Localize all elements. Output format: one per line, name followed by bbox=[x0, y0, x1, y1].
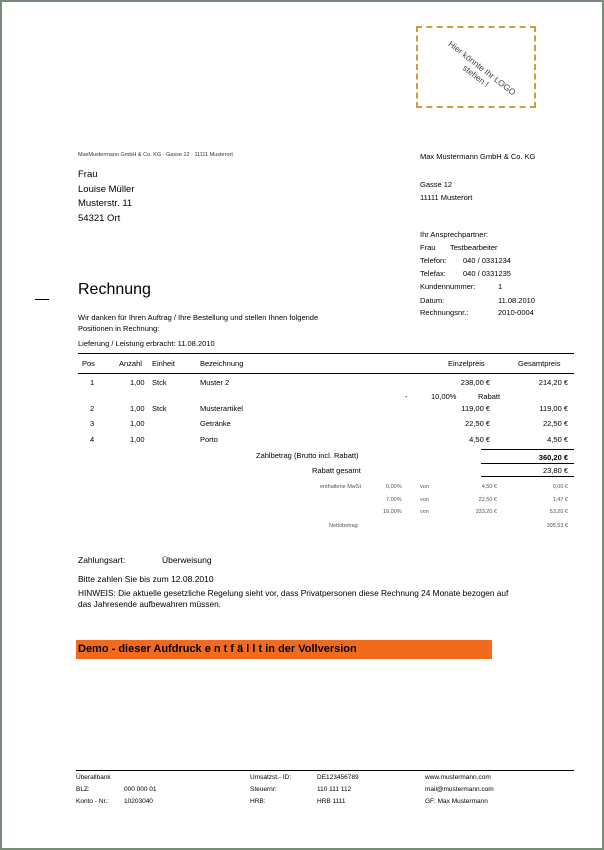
row-total: 4,50 € bbox=[547, 435, 568, 444]
intro-line-2: Positionen in Rechnung: bbox=[78, 324, 160, 333]
hrb-value: HRB 1111 bbox=[317, 798, 346, 805]
managing-director: GF: Max Mustermann bbox=[425, 798, 488, 805]
discount-total-value: 23,80 € bbox=[542, 466, 568, 475]
total-rule-top bbox=[481, 449, 574, 450]
row-desc: Porto bbox=[200, 435, 218, 444]
payment-label: Zahlungsart: bbox=[78, 555, 126, 565]
row-pos: 4 bbox=[90, 435, 95, 444]
logo-text: Hier könnte Ihr LOGO stehen ! bbox=[446, 38, 518, 98]
fax-label: Telefax: bbox=[420, 269, 446, 278]
col-total: Gesamtpreis bbox=[518, 359, 561, 368]
row-price: 238,00 € bbox=[460, 378, 490, 387]
intro-line-1: Wir danken für Ihren Auftrag / Ihre Bestellung und stellen Ihnen folgende bbox=[78, 313, 319, 322]
table-top-rule bbox=[78, 353, 574, 354]
col-pos: Pos bbox=[82, 359, 95, 368]
discount-total-label: Rabatt gesamt bbox=[312, 466, 361, 475]
row-total: 214,20 € bbox=[538, 378, 568, 387]
account-label: Konto - Nr.: bbox=[76, 798, 109, 805]
vat-base: 333,20 € bbox=[475, 509, 497, 515]
vat-rate: 19,00% bbox=[383, 509, 402, 515]
contact-person-label: Frau bbox=[420, 243, 436, 252]
vat-base: 4,50 € bbox=[481, 484, 497, 490]
row-desc: Getränke bbox=[200, 419, 231, 428]
col-desc: Bezeichnung bbox=[200, 359, 244, 368]
sender-line: MaxMustermann GmbH & Co. KG · Gasse 12 · 11111 Musterort bbox=[78, 152, 233, 158]
discount-pct: 10,00% bbox=[431, 392, 457, 401]
date-value: 11.08.2010 bbox=[498, 296, 535, 305]
invoice-number: 2010-0004 bbox=[498, 308, 534, 317]
vat-of: von bbox=[420, 509, 429, 515]
recipient-city: 54321 Ort bbox=[78, 212, 121, 224]
bank-name: Überallbank bbox=[76, 774, 111, 781]
total-rule-mid bbox=[481, 463, 574, 464]
row-qty: 1,00 bbox=[130, 435, 145, 444]
demo-banner bbox=[76, 640, 492, 659]
tax-number-label: Steuernr: bbox=[250, 786, 277, 793]
row-qty: 1,00 bbox=[130, 404, 145, 413]
row-desc: Musterartikel bbox=[200, 404, 243, 413]
vat-tax: 53,20 € bbox=[549, 509, 568, 515]
customer-label: Kundennummer: bbox=[420, 282, 476, 291]
gross-total-label: Zahlbetrag (Brutto incl. Rabatt) bbox=[256, 451, 359, 460]
row-pos: 3 bbox=[90, 419, 95, 428]
row-desc: Muster 2 bbox=[200, 378, 230, 387]
vat-label: enthaltene MwSt bbox=[320, 484, 361, 490]
recipient-street: Musterstr. 11 bbox=[78, 198, 133, 209]
company-name: Max Mustermann GmbH & Co. KG bbox=[420, 152, 536, 161]
vat-rate: 7,00% bbox=[386, 497, 402, 503]
email: mail@mustermann.com bbox=[425, 786, 494, 793]
col-price: Einzelpreis bbox=[448, 359, 485, 368]
vat-id-label: Umsatzst.- ID: bbox=[250, 774, 292, 781]
date-label: Datum: bbox=[420, 296, 445, 305]
vat-base: 22,50 € bbox=[478, 497, 497, 503]
row-qty: 1,00 bbox=[130, 419, 145, 428]
hrb-label: HRB: bbox=[250, 798, 266, 805]
website: www.mustermann.com bbox=[425, 774, 491, 781]
row-unit: Stck bbox=[152, 404, 167, 413]
blz-value: 000 000 01 bbox=[124, 786, 157, 793]
discount-label: Rabatt bbox=[478, 392, 501, 401]
vat-id-value: DE123456789 bbox=[317, 774, 359, 781]
col-unit: Einheit bbox=[152, 359, 175, 368]
account-value: 10203040 bbox=[124, 798, 153, 805]
vat-rate: 0,00% bbox=[386, 484, 402, 490]
phone-value: 040 / 0331234 bbox=[463, 256, 511, 265]
col-qty: Anzahl bbox=[119, 359, 142, 368]
company-street: Gasse 12 bbox=[420, 180, 453, 189]
net-value: 305,53 € bbox=[546, 523, 568, 529]
row-qty: 1,00 bbox=[130, 378, 145, 387]
recipient-name: Louise Müller bbox=[78, 183, 135, 195]
row-pos: 2 bbox=[90, 404, 95, 413]
contact-person: Testbearbeiter bbox=[450, 243, 498, 252]
payment-hint-2: das Jahresende aufbewahren müssen. bbox=[78, 599, 221, 609]
vat-tax: 0,00 € bbox=[552, 484, 568, 490]
vat-tax: 1,47 € bbox=[552, 497, 568, 503]
row-total: 119,00 € bbox=[539, 404, 568, 413]
recipient-address bbox=[78, 168, 135, 226]
customer-value: 1 bbox=[498, 282, 503, 291]
row-price: 4,50 € bbox=[469, 435, 490, 444]
vat-of: von bbox=[420, 484, 429, 490]
payment-due: Bitte zahlen Sie bis zum 12.08.2010 bbox=[78, 574, 214, 584]
phone-label: Telefon: bbox=[420, 256, 447, 265]
row-pos: 1 bbox=[90, 378, 95, 387]
demo-banner-text: Demo - dieser Aufdruck e n t f ä l l t in der Vollversion bbox=[78, 643, 357, 655]
fax-value: 040 / 0331235 bbox=[463, 269, 511, 278]
row-price: 22,50 € bbox=[464, 419, 490, 428]
delivery-line: Lieferung / Leistung erbracht: 11.08.2010 bbox=[78, 339, 215, 348]
footer-rule bbox=[76, 770, 574, 771]
row-total: 22,50 € bbox=[542, 419, 568, 428]
blz-label: BLZ: bbox=[76, 786, 90, 793]
discount-dash: - bbox=[405, 392, 408, 401]
tax-number-value: 110 111 112 bbox=[317, 786, 352, 793]
company-city: 11111 Musterort bbox=[420, 193, 473, 202]
fold-mark bbox=[35, 299, 49, 300]
contact-heading: Ihr Ansprechpartner: bbox=[420, 230, 488, 239]
table-header-rule bbox=[78, 373, 574, 374]
logo-placeholder bbox=[416, 26, 536, 108]
vat-of: von bbox=[420, 497, 429, 503]
payment-value: Überweisung bbox=[162, 555, 212, 565]
recipient-salutation: Frau bbox=[78, 169, 98, 180]
gross-total-value: 360,20 € bbox=[538, 453, 568, 462]
net-label: Nettobetrag bbox=[329, 523, 358, 529]
total-rule-bottom bbox=[481, 476, 574, 477]
row-price: 119,00 € bbox=[461, 404, 490, 413]
invoice-label: Rechnungsnr.: bbox=[420, 308, 469, 317]
row-unit: Stck bbox=[152, 378, 167, 387]
document-title: Rechnung bbox=[78, 281, 151, 298]
payment-hint-1: HINWEIS: Die aktuelle gesetzliche Regelung sieht vor, dass Privatpersonen diese Rechnung 24 Monate bezogen auf bbox=[78, 588, 509, 598]
